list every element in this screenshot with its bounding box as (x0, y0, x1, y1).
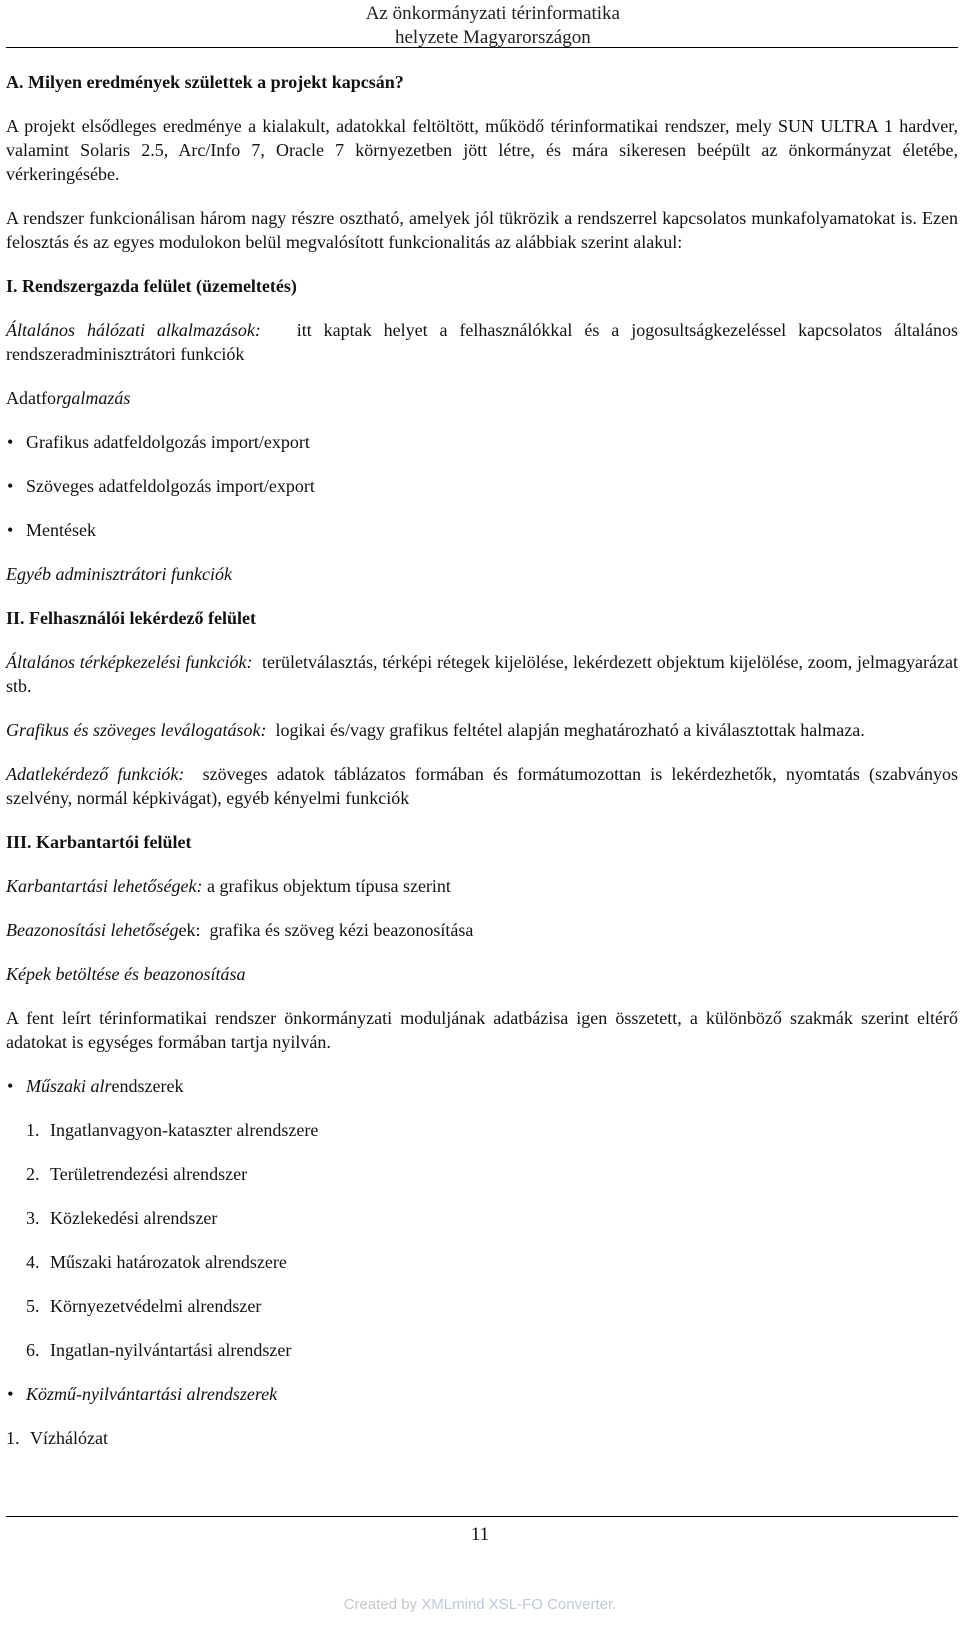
maintenance-options-label: Karbantartási lehetőségek: (6, 876, 203, 896)
item-text: Területrendezési alrendszer (50, 1164, 248, 1184)
numbered-item (26, 1294, 958, 1318)
paragraph-1: A projekt elsődleges eredménye a kialakult, adatokkal feltöltött, működő térinformatikai rendszer, mely SUN ULTRA 1 hardver, valamint Solaris 2.5, Arc/Info 7, Oracle 7 környezetben jött létre, és mára sikeresen beépült az önkormányzat életébe, vérkeringésébe. (6, 116, 958, 184)
image-loading: Képek betöltése és beazonosítása (6, 964, 246, 984)
identification-label-plain: ek: (178, 920, 201, 940)
item-text: Környezetvédelmi alrendszer (50, 1296, 262, 1316)
header-title (366, 2, 620, 50)
paragraph-3: A fent leírt térinformatikai rendszer önkormányzati moduljának adatbázisa igen összetett, a különböző szakmák szerint eltérő adatokat is egységes formában tartja nyilván. (6, 1008, 958, 1052)
item-number: 2. (26, 1164, 40, 1184)
technical-subsystems-plain: endszerek (111, 1076, 184, 1096)
list-item: • Szöveges adatfeldolgozás import/export (6, 474, 958, 498)
header-rule (6, 47, 958, 48)
page-number: 11 (470, 1524, 490, 1545)
footer-rule (6, 1516, 958, 1517)
list-item: • Grafikus adatfeldolgozás import/export (6, 430, 958, 454)
part3-heading: III. Karbantartói felület (6, 832, 192, 852)
numbered-item (26, 1206, 958, 1230)
converter-link[interactable]: XMLmind XSL-FO Converter (421, 1596, 613, 1613)
general-network-apps (6, 318, 958, 366)
part1-heading: I. Rendszergazda felület (üzemeltetés) (6, 276, 297, 296)
item-text: Műszaki határozatok alrendszere (50, 1252, 287, 1272)
filter-functions (6, 718, 958, 742)
map-functions-label: Általános térképkezelési funkciók: (6, 652, 253, 672)
section-a-heading: A. Milyen eredmények születtek a projekt kapcsán? (6, 72, 404, 92)
item-number: 6. (26, 1340, 40, 1360)
list-item: • Mentések (6, 518, 958, 542)
item-number: 1. (6, 1428, 20, 1448)
identification-options (6, 918, 958, 942)
item-text: Ingatlanvagyon-kataszter alrendszere (50, 1120, 319, 1140)
identification-label-italic: Beazonosítási lehetőség (6, 920, 179, 940)
technical-subsystems-item (6, 1074, 958, 1098)
data-traffic-italic: rgalmazás (55, 388, 131, 408)
numbered-item (26, 1338, 958, 1362)
map-functions-text: területválasztás, térképi rétegek kijelölése, lekérdezett objektum kijelölése, zoom, jelmagyarázat stb. (6, 652, 958, 696)
query-functions (6, 762, 958, 810)
created-by-prefix: Created by (343, 1596, 422, 1613)
paragraph-2: A rendszer funkcionálisan három nagy részre osztható, amelyek jól tükrözik a rendszerrel kapcsolatos munkafolyamatokat is. Ezen felosztás és az egyes modulokon belül megvalósított funkcionalitás az alábbiak szerint alakul: (6, 208, 958, 252)
general-network-apps-label: Általános hálózati alkalmazások: (6, 320, 261, 340)
header-title-line2: helyzete Magyarországon (394, 27, 591, 48)
general-network-apps-text: itt kaptak helyet a felhasználókkal és a jogosultságkezeléssel kapcsolatos általános rendszeradminisztrátori funkciók (6, 320, 958, 364)
utility-subsystems-item: • Közmű-nyilvántartási alrendszerek (6, 1382, 958, 1406)
identification-text: grafika és szöveg kézi beazonosítása (209, 920, 474, 940)
query-functions-text: szöveges adatok táblázatos formában és formátumozottan is lekérdezhetők, nyomtatás (szabványos szelvény, normál képkivágat), egyéb kényelmi funkciók (6, 764, 958, 808)
header-title-line1: Az önkormányzati térinformatika (365, 3, 620, 24)
numbered-item (6, 1426, 958, 1450)
created-by-suffix: . (612, 1596, 617, 1613)
page-content (6, 70, 958, 1470)
maintenance-options (6, 874, 958, 898)
map-functions (6, 650, 958, 698)
numbered-item (26, 1118, 958, 1142)
technical-subsystems-italic: Műszaki alr (26, 1076, 112, 1096)
filter-functions-text: logikai és/vagy grafikus feltétel alapján meghatározható a kiválasztottak halmaza. (275, 720, 865, 740)
item-text: Ingatlan-nyilvántartási alrendszer (50, 1340, 292, 1360)
other-admin-functions: Egyéb adminisztrátori funkciók (6, 564, 232, 584)
created-by-credit (0, 1596, 960, 1613)
data-traffic-label (6, 386, 958, 410)
numbered-item (26, 1162, 958, 1186)
item-text: Közlekedési alrendszer (50, 1208, 218, 1228)
numbered-item (26, 1250, 958, 1274)
data-traffic-prefix: Adatfo (6, 388, 56, 408)
item-number: 3. (26, 1208, 40, 1228)
item-text: Vízhálózat (30, 1428, 108, 1448)
page-header (0, 0, 960, 48)
item-number: 1. (26, 1120, 40, 1140)
query-functions-label: Adatlekérdező funkciók: (6, 764, 185, 784)
filter-functions-label: Grafikus és szöveges leválogatások: (6, 720, 267, 740)
part2-heading: II. Felhasználói lekérdező felület (6, 608, 256, 628)
maintenance-options-text: a grafikus objektum típusa szerint (206, 876, 451, 896)
item-number: 4. (26, 1252, 40, 1272)
item-number: 5. (26, 1296, 40, 1316)
